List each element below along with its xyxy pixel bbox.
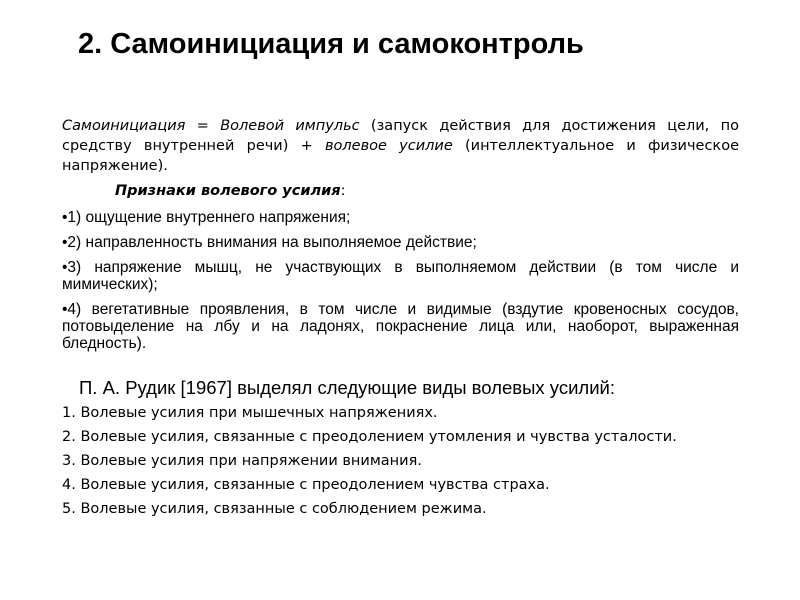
rudik-heading: П. А. Рудик [1967] выделял следующие виды волевых усилий: [79, 377, 616, 398]
signs-heading-text: Признаки волевого усилия [115, 183, 341, 199]
equals-sign: = [185, 118, 221, 134]
definition-text-2: (интеллектуальное и физическое напряжение). [62, 138, 739, 174]
sign-item: •4) вегетативные проявления, в том числе и видимые (вздутие кровеносных сосудов, потовыделение на лбу и на ладонях, покраснение лица или, наоборот, выраженная бледность). [62, 301, 739, 352]
sign-item: •1) ощущение внутреннего напряжения; [62, 209, 351, 226]
effort-item: 2. Волевые усилия, связанные с преодолением утомления и чувства усталости. [62, 429, 677, 445]
slide-title: 2. Самоинициация и самоконтроль [78, 28, 584, 60]
sign-item: •2) направленность внимания на выполняемое действие; [62, 234, 477, 251]
effort-item: 5. Волевые усилия, связанные с соблюдением режима. [62, 501, 487, 517]
effort-item: 3. Волевые усилия при напряжении внимания. [62, 453, 422, 469]
term-self-initiation: Самоинициация [62, 118, 186, 134]
signs-heading [62, 181, 739, 201]
slide-body [62, 116, 739, 519]
sign-item: •3) напряжение мышц, не участвующих в выполняемом действии (в том числе и мимических); [62, 259, 739, 293]
effort-item: 1. Волевые усилия при мышечных напряжениях. [62, 405, 438, 421]
definition-paragraph [62, 116, 739, 176]
signs-heading-colon: : [340, 183, 346, 199]
term-volitional-impulse: Волевой импульс [220, 118, 360, 134]
effort-item: 4. Волевые усилия, связанные с преодолением чувства страха. [62, 477, 550, 493]
term-volitional-effort: волевое усилие [325, 138, 453, 154]
definition-text-1: (запуск действия для достижения цели, по средству внутренней речи) + [62, 118, 739, 154]
